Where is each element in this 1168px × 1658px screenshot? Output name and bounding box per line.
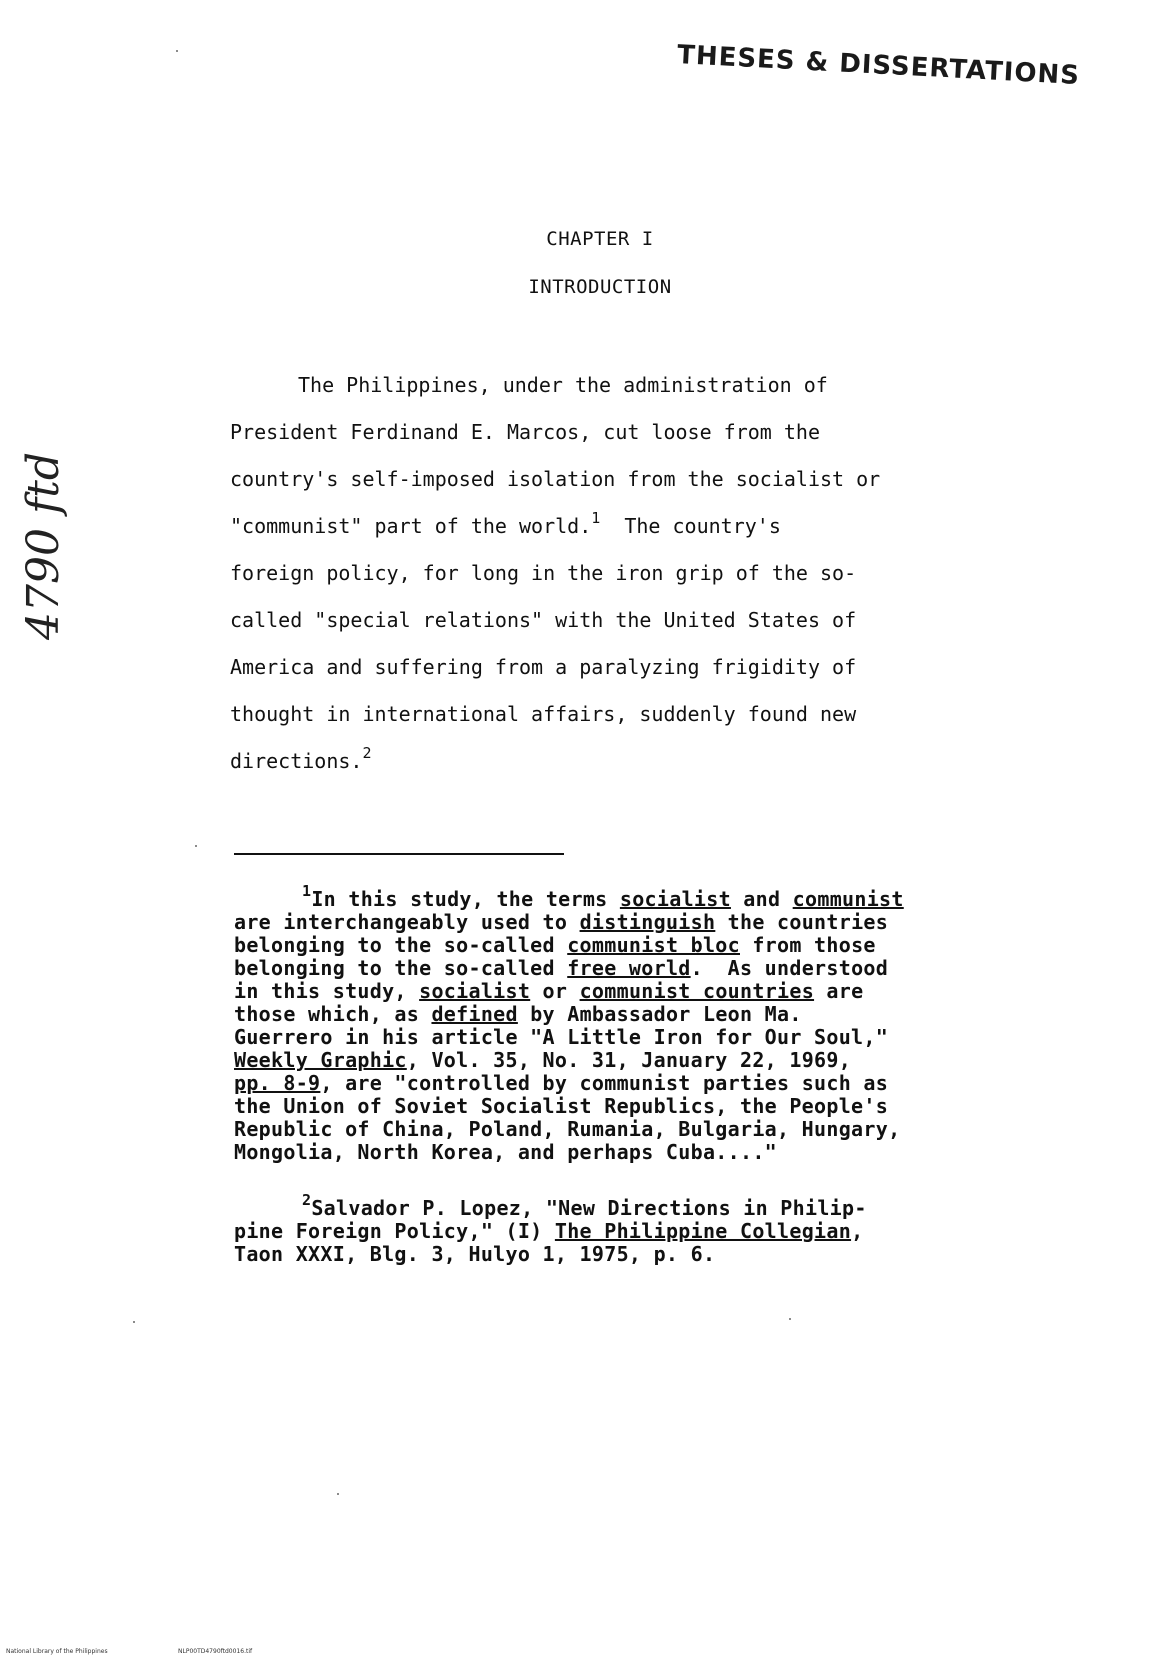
footnote-text: . As understood: [690, 956, 889, 980]
footnote-text: are interchangeably used to: [234, 910, 580, 934]
footer-file-id: NLP00TD4790ftd0016.tif: [178, 1648, 253, 1655]
chapter-title: INTRODUCTION: [528, 276, 672, 298]
footnote-line: [234, 882, 994, 911]
footnote-2: [234, 1191, 994, 1266]
footer-library-credit: National Library of the Philippines: [6, 1648, 108, 1655]
body-line: President Ferdinand E. Marcos, cut loose from the: [230, 420, 821, 444]
footnote-text: by Ambassador Leon Ma.: [517, 1002, 802, 1026]
underlined-term: The Philippine Collegian: [554, 1219, 852, 1243]
underlined-term: Weekly Graphic: [234, 1048, 407, 1072]
handwritten-call-number: 4790 ftd: [18, 451, 69, 640]
body-line: foreign policy, for long in the iron grip of the so-: [230, 561, 857, 585]
footnote-ref-2: 2: [362, 744, 372, 762]
footnote-line: Republic of China, Poland, Rumania, Bulgaria, Hungary,: [234, 1117, 901, 1141]
underlined-term: socialist: [619, 887, 731, 911]
footnote-text: belonging to the so-called: [234, 956, 568, 980]
footnote-line: [234, 1072, 994, 1095]
footnote-marker: 1: [302, 882, 312, 900]
body-paragraph: [230, 362, 990, 785]
footnote-line: Guerrero in his article "A Little Iron for Our Soul,": [234, 1025, 889, 1049]
underlined-term: pp. 8-9: [234, 1071, 321, 1095]
footnote-text: Salvador P. Lopez, "New Directions in Philip-: [311, 1196, 867, 1220]
chapter-heading: CHAPTER I: [546, 228, 654, 250]
footnote-line: [234, 957, 994, 980]
footnote-line: Mongolia, North Korea, and perhaps Cuba....": [234, 1140, 778, 1164]
scan-speck: [176, 50, 178, 52]
underlined-term: communist: [792, 887, 904, 911]
footnote-text: the countries: [715, 910, 889, 934]
footnote-line: [234, 1003, 994, 1026]
footnote-line: the Union of Soviet Socialist Republics, the People's: [234, 1094, 889, 1118]
footnote-text: In this study, the terms: [311, 887, 620, 911]
footnote-line: [234, 980, 994, 1003]
underlined-term: free world: [567, 956, 691, 980]
body-text-run: "communist" part of the world.: [230, 514, 592, 538]
underlined-term: distinguish: [579, 910, 716, 934]
body-text-run: The country's: [600, 514, 781, 538]
archive-stamp: THESES & DISSERTATIONS: [676, 40, 1081, 92]
underlined-term: socialist: [419, 979, 531, 1003]
footnote-line: Taon XXXI, Blg. 3, Hulyo 1, 1975, p. 6.: [234, 1242, 716, 1266]
body-line: America and suffering from a paralyzing frigidity of: [230, 655, 857, 679]
footnote-marker: 2: [302, 1191, 312, 1209]
footnote-text: are: [814, 979, 864, 1003]
body-line: country's self-imposed isolation from the socialist or: [230, 467, 881, 491]
footnote-text: , are "controlled by communist parties such as: [320, 1071, 889, 1095]
footnote-text: ,: [851, 1219, 864, 1243]
underlined-term: communist countries: [579, 979, 815, 1003]
footnote-text: those which, as: [234, 1002, 432, 1026]
scan-speck: [195, 845, 197, 847]
footnote-text: from those: [740, 933, 876, 957]
footnote-separator: [234, 853, 564, 855]
underlined-term: communist bloc: [567, 933, 740, 957]
footnote-line: [234, 911, 994, 934]
footnote-text: pine Foreign Policy," (I): [234, 1219, 555, 1243]
body-line: [230, 738, 990, 785]
body-text-run: directions.: [230, 749, 363, 773]
footnote-text: , Vol. 35, No. 31, January 22, 1969,: [406, 1048, 852, 1072]
footnote-text: or: [530, 979, 580, 1003]
underlined-term: defined: [431, 1002, 518, 1026]
scan-speck: [337, 1493, 339, 1495]
footnote-1: [234, 882, 994, 1164]
footnote-text: in this study,: [234, 979, 420, 1003]
scan-speck: [133, 1321, 135, 1323]
footnote-line: [234, 1220, 994, 1243]
footnote-text: and: [730, 887, 793, 911]
footnote-text: belonging to the so-called: [234, 933, 568, 957]
footnote-ref-1: 1: [591, 509, 601, 527]
scan-speck: [789, 1318, 791, 1320]
footnote-line: [234, 1049, 994, 1072]
body-line: thought in international affairs, suddenly found new: [230, 702, 857, 726]
body-line: The Philippines, under the administration of: [298, 373, 828, 397]
body-line: called "special relations" with the United States of: [230, 608, 857, 632]
footnote-line: [234, 1191, 994, 1220]
body-line: [230, 503, 990, 550]
footnote-line: [234, 934, 994, 957]
